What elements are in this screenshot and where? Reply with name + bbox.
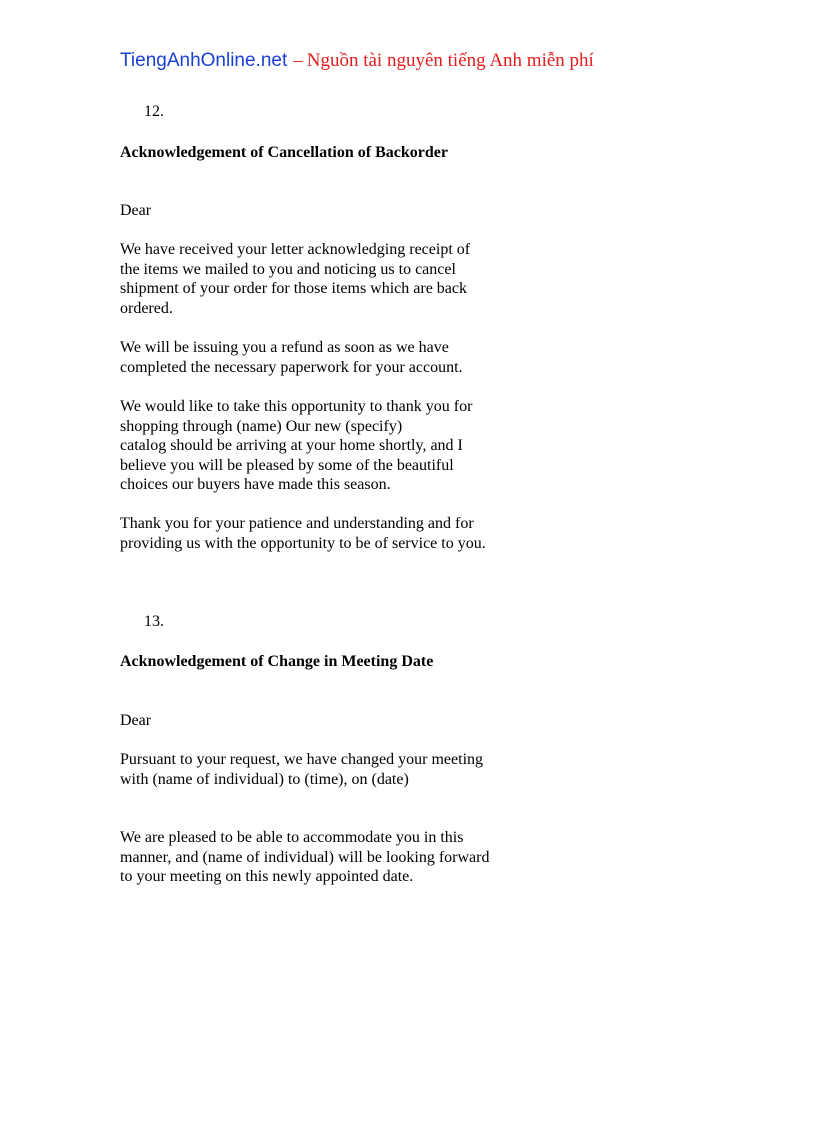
- page-header: [120, 50, 594, 72]
- letter-title: Acknowledgement of Change in Meeting Date: [120, 653, 434, 670]
- letter-salutation: Dear: [120, 712, 152, 729]
- text-line: shopping through (name) Our new (specify): [120, 417, 403, 435]
- letter-paragraph: [120, 397, 540, 495]
- text-line: to your meeting on this newly appointed date.: [120, 868, 414, 885]
- text-line: We have received your letter acknowledging receipt of: [120, 241, 471, 258]
- text-line: providing us with the opportunity to be of service to you.: [120, 534, 486, 552]
- site-tagline: Nguồn tài nguyên tiếng Anh miễn phí: [306, 50, 594, 71]
- text-line: We are pleased to be able to accommodate you in this: [120, 829, 464, 846]
- text-line: Thank you for your patience and understanding and for: [120, 515, 474, 532]
- text-line: manner, and (name of individual) will be looking forward: [120, 848, 490, 866]
- site-name[interactable]: TiengAnhOnline.net: [120, 50, 288, 71]
- text-line: choices our buyers have made this season.: [120, 476, 391, 493]
- text-line: believe you will be pleased by some of the beautiful: [120, 456, 454, 474]
- letter-paragraph: [120, 240, 540, 318]
- text-line: Pursuant to your request, we have changed your meeting: [120, 751, 484, 768]
- header-separator: –: [293, 50, 303, 71]
- letter-number: 12.: [144, 103, 164, 120]
- letter-paragraph: [120, 338, 540, 377]
- text-line: shipment of your order for those items which are back: [120, 280, 468, 297]
- text-line: the items we mailed to you and noticing us to cancel: [120, 260, 456, 278]
- letter-paragraph: [120, 750, 540, 789]
- text-line: We would like to take this opportunity to thank you for: [120, 398, 473, 415]
- letter-number: 13.: [144, 613, 164, 630]
- text-line: with (name of individual) to (time), on (date): [120, 770, 409, 788]
- letter-paragraph: [120, 514, 540, 553]
- text-line: We will be issuing you a refund as soon as we have: [120, 339, 449, 356]
- letter-paragraph: [120, 828, 540, 887]
- text-line: catalog should be arriving at your home shortly, and I: [120, 437, 463, 454]
- text-line: completed the necessary paperwork for your account.: [120, 358, 463, 376]
- letter-salutation: Dear: [120, 202, 152, 219]
- text-line: ordered.: [120, 299, 173, 317]
- letter-title: Acknowledgement of Cancellation of Backorder: [120, 144, 448, 161]
